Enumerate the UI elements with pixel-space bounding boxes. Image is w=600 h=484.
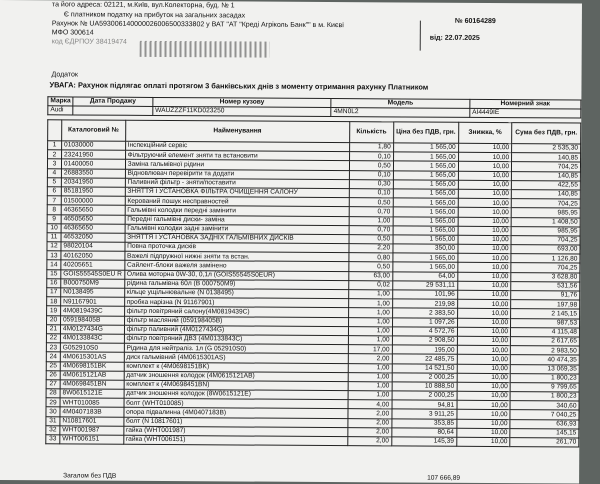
table-cell: 14 521,50 [392,363,457,373]
table-cell: 2,00 [348,409,392,418]
table-cell: 46505650 [61,214,125,224]
table-cell: 0,10 [349,170,393,179]
table-cell: 4M0127434G [60,325,124,335]
car-header: Номерний знак [470,99,581,109]
table-cell: 29 [46,398,60,407]
table-cell: 0,02 [349,280,393,289]
table-cell: 2,00 [348,418,392,427]
table-cell: 2 383,50 [392,308,457,318]
table-cell: 30 [46,407,60,416]
table-cell: 1 565,00 [393,152,458,162]
table-cell: Олива моторна 0W-30, 0,1л (GOIS55545S0EUR) [124,270,348,281]
table-cell: 145,39 [391,437,456,447]
table-cell: Важелі підпружної нижні зняти та встан. [125,252,349,263]
table-cell: 0,80 [349,253,393,262]
table-cell: фільтр повітряний ДВЗ (4M0133843C) [124,334,348,345]
col-discount: Знижка, % [458,122,512,143]
table-cell: Повна проточка дисків [125,242,349,253]
table-cell: 10,00 [458,226,512,236]
car-vin: WAUZZZF11KD023250 [153,106,332,116]
table-cell: Заміна гальмівної рідини [125,160,349,171]
table-cell: комплект к (4M0698151BK) [124,362,348,373]
table-cell: 4M0615121AB [60,371,124,381]
table-cell: 2,00 [348,437,392,446]
table-cell: 2 145,15 [511,309,580,319]
table-cell: 145,15 [510,428,579,438]
table-cell: 2 [48,150,62,159]
table-cell: 10,00 [457,364,511,374]
table-cell: 1 126,80 [511,254,580,264]
table-cell: гайка (WHT006151) [123,435,347,446]
table-cell: диск гальмівний (4M0615301AS) [124,353,348,364]
table-cell: 10,00 [458,198,512,208]
table-cell: 0,10 [349,189,393,198]
table-cell: G052910S0 [60,343,124,353]
table-cell: 23 [46,343,60,352]
table-cell: 4M0615301AS [60,352,124,362]
invoice-number: № 60164289 [454,17,496,26]
table-cell: болт (WHT010085) [124,399,348,410]
table-cell: 140,85 [512,153,581,163]
table-cell: фільтр паливний (4M0127434G) [124,325,348,336]
table-cell: кільце ущільнювальне (N 0138495) [124,288,348,299]
items-body [46,141,581,447]
table-cell: 5 [47,178,61,187]
total-value: 107 666,89 [427,474,461,482]
table-cell: Керований пошук несправностей [125,196,349,207]
table-cell: 10,00 [457,401,511,411]
table-cell: 2 000,25 [392,391,457,401]
table-cell: 0,10 [349,152,393,161]
table-cell: 98020104 [61,242,125,252]
table-cell: опора підвалинна (4M0407183B) [124,408,348,419]
table-cell: 1 565,00 [393,207,458,217]
table-cell: 10,00 [458,244,512,254]
table-cell: гайка (WHT001987) [123,426,347,437]
table-cell: 3 628,80 [511,272,580,282]
table-cell: 22 485,75 [392,354,457,364]
invoice-date: від: 22.07.2025 [429,34,480,42]
table-cell: 1 565,00 [393,216,458,226]
table-cell: 261,70 [510,438,579,448]
table-cell: 985,95 [511,208,580,218]
table-cell: 1 565,00 [393,180,458,190]
table-cell: 10,00 [458,254,512,264]
table-cell: 11 [47,233,61,242]
table-cell: 18 [47,297,61,306]
table-cell: 350,00 [393,244,458,254]
table-cell: 1,80 [350,143,394,152]
table-cell: Інспекційний сервіс [125,141,349,152]
table-cell: Паливний фільтр - зняти/поставити [125,178,349,189]
table-cell: 704,25 [511,263,580,273]
table-cell: 704,25 [512,162,581,172]
table-cell: 1,00 [349,290,393,299]
col-name: Найменування [125,120,349,142]
col-qty: Кількість [350,122,394,143]
car-model: 4MN0L2 [331,108,470,118]
table-cell: 33 [46,435,60,444]
table-cell: 10,00 [457,336,511,346]
table-cell: 4M0407183B [60,407,124,417]
table-cell: 12 [47,242,61,251]
table-cell: 16 [47,279,61,288]
table-cell: 4M0133843C [60,334,124,344]
mfo-code: МФО 300614 [51,29,94,37]
table-cell: 24 [46,352,60,361]
table-cell: 2 535,30 [512,144,581,154]
table-cell: 15 [47,269,61,278]
col-price: Ціна без ПДВ, грн. [393,122,458,143]
table-cell: 10,00 [458,235,512,245]
table-cell: 10,00 [458,152,512,162]
table-cell: 26 [46,370,60,379]
table-cell: 26883550 [61,168,125,178]
table-cell: 2 908,50 [392,336,457,346]
table-cell: 10,00 [457,299,511,309]
table-cell: 17 [47,288,61,297]
table-cell: 3 911,25 [392,409,457,419]
table-cell: 693,00 [511,245,580,255]
table-cell: 27 [46,380,60,389]
table-cell: 059198405B [60,315,124,325]
table-cell: 4 572,76 [392,327,457,337]
table-cell: 353,85 [392,419,457,429]
table-cell: 10,00 [458,162,512,172]
table-cell: 987,53 [511,318,580,328]
car-header: Номер кузову [153,97,332,107]
table-cell: 1,00 [348,391,392,400]
table-cell: Рідина для нейтраліз. 1л (G 052910S0) [124,343,348,354]
table-cell: 1 565,00 [393,170,458,180]
table-cell: 10 [47,223,61,232]
table-cell: 1 800,23 [510,392,579,402]
table-cell: 195,00 [392,345,457,355]
table-cell: 1 565,00 [393,143,458,153]
table-cell: Гальмівні колодки задні замінити [125,224,349,235]
table-cell: 10,00 [457,263,511,273]
table-cell: 32 [46,426,60,435]
table-cell: 422,55 [511,180,580,190]
header-divider [420,21,421,51]
table-cell: 10,00 [457,391,511,401]
table-cell: 10,00 [458,208,512,218]
table-cell: 10,00 [458,180,512,190]
table-cell: 0,50 [349,262,393,271]
table-cell: 23241950 [61,150,125,160]
table-cell: 1 408,50 [511,217,580,227]
table-cell: 2 000,25 [392,373,457,383]
car-plate: AI4449IE [470,108,581,118]
table-cell: B000750M9 [61,279,125,289]
table-cell: 1 565,00 [393,253,458,263]
table-cell: 704,25 [511,236,580,246]
table-cell: 0,50 [349,198,393,207]
table-cell: 2 983,50 [510,346,579,356]
table-cell: 10,00 [458,143,512,153]
table-cell: 1 097,26 [392,317,457,327]
table-cell: 10,00 [456,428,510,438]
table-cell: 1,00 [348,336,392,345]
table-cell: 10,00 [457,318,511,328]
table-cell: WHT006151 [60,435,124,445]
table-cell: 1,00 [348,363,392,372]
car-make: Audi [48,106,73,115]
table-cell: N91167901 [61,297,125,307]
table-cell: 1 800,23 [510,373,579,383]
table-cell: 10,00 [457,345,511,355]
table-cell: N10817601 [60,416,124,426]
table-cell: 91,76 [511,291,580,301]
table-cell: 704,25 [511,199,580,209]
table-cell: 10,00 [457,410,511,420]
table-cell: 10,00 [457,272,511,282]
table-cell: 10,00 [457,373,511,383]
table-cell: 4 115,48 [511,327,580,337]
table-cell: 10,00 [457,419,511,429]
table-cell: 10,00 [456,437,510,447]
table-cell: 140,85 [512,171,581,181]
table-cell: 14 [47,260,61,269]
table-cell: 101,96 [392,290,457,300]
table-cell: пробка нарізна (N 91167901) [124,297,348,308]
table-cell: 10,00 [458,217,512,227]
table-cell: 64,00 [392,272,457,282]
table-cell: ЗНЯТТЯ І УСТАНОВКА ФІЛЬТРА ОЧИЩЕННЯ САЛОНУ [125,187,349,198]
items-table [45,119,581,447]
table-cell: рідина гальмівна 60л (B 000750M9) [124,279,348,290]
table-cell: 7 040,25 [510,410,579,420]
table-cell: 40 474,35 [510,355,579,365]
table-cell: 10,00 [457,290,511,300]
table-cell: 10 888,50 [392,382,457,392]
table-cell: 140,85 [511,190,580,200]
car-header: Модель [331,99,470,109]
table-cell: 0,70 [349,207,393,216]
table-cell: 63,00 [349,271,393,280]
table-cell: 10,00 [457,309,511,319]
car-info-table [47,96,581,118]
car-header: Марка [48,97,73,106]
handwritten-scribble [140,41,270,58]
table-cell: 9 799,65 [510,382,579,392]
table-cell: 219,98 [392,299,457,309]
table-cell: 40162050 [61,251,125,261]
supplier-address: та його адреса: 02121, м.Київ, вул.Колекторна, буд. № 1 [51,1,235,10]
table-cell: 1 565,00 [393,235,458,245]
table-cell: 1 565,00 [393,198,458,208]
table-cell: 46532050 [61,233,125,243]
table-cell: датчик зношення колодок (4M0615121AB) [124,371,348,382]
table-cell: 1 565,00 [393,161,458,171]
table-cell: датчик зношення колодок (8W0615121E) [124,389,348,400]
edrpou-code: код ЄДРПОУ 38419474 [51,38,127,46]
table-cell: 9 [47,214,61,223]
tax-status: Є платником податку на прибуток на загальних засадах [63,11,246,20]
table-cell: 10,00 [457,281,511,291]
table-cell: 01030000 [62,141,126,151]
table-cell: 01500000 [61,196,125,206]
table-cell: 21 [46,325,60,334]
table-cell: 4M0819439C [61,306,125,316]
table-cell: 4M0698151BK [60,361,124,371]
payment-warning: УВАГА: Рахунок підлягає оплаті протягом 3 банківських днів з моменту отримання рахунку Платником [49,80,429,92]
table-cell: Сайлент-блоки важеля замінено [124,261,348,272]
table-cell: GOIS55545S0EU R [61,270,125,280]
table-cell: 1,00 [348,382,392,391]
table-cell: 85181950 [61,187,125,197]
bank-account: Рахунок № UA593006140000026006500333802 у ВАТ "АТ "Креді Агріколь Банк"" в м. Києві [51,20,344,30]
table-cell: 10,00 [458,171,512,181]
table-cell: 20341950 [61,178,125,188]
table-cell: 3 [47,159,61,168]
table-cell: комплект к (4M0698451BN) [124,380,348,391]
table-cell: 20 [47,315,61,324]
table-cell: 10,00 [457,355,511,365]
table-cell: 2,20 [349,244,393,253]
table-cell: 2 617,65 [511,337,580,347]
table-cell: 13 [47,251,61,260]
table-cell: 197,98 [511,300,580,310]
table-cell: 31 [46,416,60,425]
dodatok-label: Додаток [51,71,79,79]
table-cell: 19 [47,306,61,315]
car-sale-date [73,106,153,115]
table-cell: 80,64 [391,428,456,438]
table-cell: 22 [46,334,60,343]
table-cell: 2,00 [348,354,392,363]
table-cell: 94,81 [392,400,457,410]
col-catalog: Каталоговий № [62,120,126,141]
table-cell: WHT001987 [60,426,124,436]
col-sum: Сума без ПДВ, грн. [512,123,581,144]
table-cell: 1,00 [349,216,393,225]
table-cell: 1,00 [349,308,393,317]
table-cell: 0,30 [349,179,393,188]
table-cell: 10,00 [457,327,511,337]
table-cell: 4,00 [348,400,392,409]
table-cell: 1 [48,141,62,150]
table-cell: Гальмівні колодки передні замінити [125,206,349,217]
table-cell: WHT010085 [60,398,124,408]
table-cell: N0138495 [61,288,125,298]
table-cell: 531,56 [511,281,580,291]
table-cell: 1,00 [348,372,392,381]
table-cell: болт (N 10817601) [123,417,347,428]
table-cell: 0,50 [349,161,393,170]
table-cell: 636,93 [510,419,579,429]
table-cell: 8 [47,205,61,214]
table-cell: 01400050 [61,159,125,169]
table-cell: 6 [47,187,61,196]
table-cell: Передні гальмівні диски- заміна [125,215,349,226]
table-cell: 29 531,11 [392,281,457,291]
table-cell: Фільтруючий елемент зняти та встановити [125,150,349,161]
table-cell: 985,95 [511,226,580,236]
table-cell: Відновлювач перевірити та додати [125,169,349,180]
total-label: Загалом без ПДВ [63,472,117,480]
table-cell: 2,00 [348,427,392,436]
table-cell: 1 565,00 [393,226,458,236]
table-cell: 1 565,00 [393,189,458,199]
table-cell: 340,60 [510,401,579,411]
table-cell: фільтр повітряний салону(4M0819439C) [124,307,348,318]
table-cell: 40205651 [61,260,125,270]
table-cell: 1,00 [348,317,392,326]
table-cell: 1 565,00 [393,262,458,272]
car-header: Дата Продажу [73,97,153,106]
table-cell: 17,00 [348,345,392,354]
table-cell: 28 [46,389,60,398]
table-cell: 10,00 [458,189,512,199]
table-cell: 46365650 [61,224,125,234]
table-cell: 7 [47,196,61,205]
table-cell: 10,00 [457,382,511,392]
table-cell: фільтр масляний (059198405B) [124,316,348,327]
table-cell: 13 069,35 [510,364,579,374]
table-cell: 1,00 [348,326,392,335]
table-cell: 1,00 [349,299,393,308]
table-cell: 46365650 [61,205,125,215]
col-number [48,120,62,141]
table-cell: 0,70 [349,225,393,234]
table-cell: 0,50 [349,235,393,244]
table-cell: ЗНЯТТЯ І УСТАНОВКА ЗАДНІХ ГАЛЬМІВНИХ ДИСКІВ [125,233,349,244]
table-cell: 25 [46,361,60,370]
table-cell: 8W0615121E [60,389,124,399]
table-cell: 4 [47,168,61,177]
table-cell: 4M0698451BN [60,380,124,390]
